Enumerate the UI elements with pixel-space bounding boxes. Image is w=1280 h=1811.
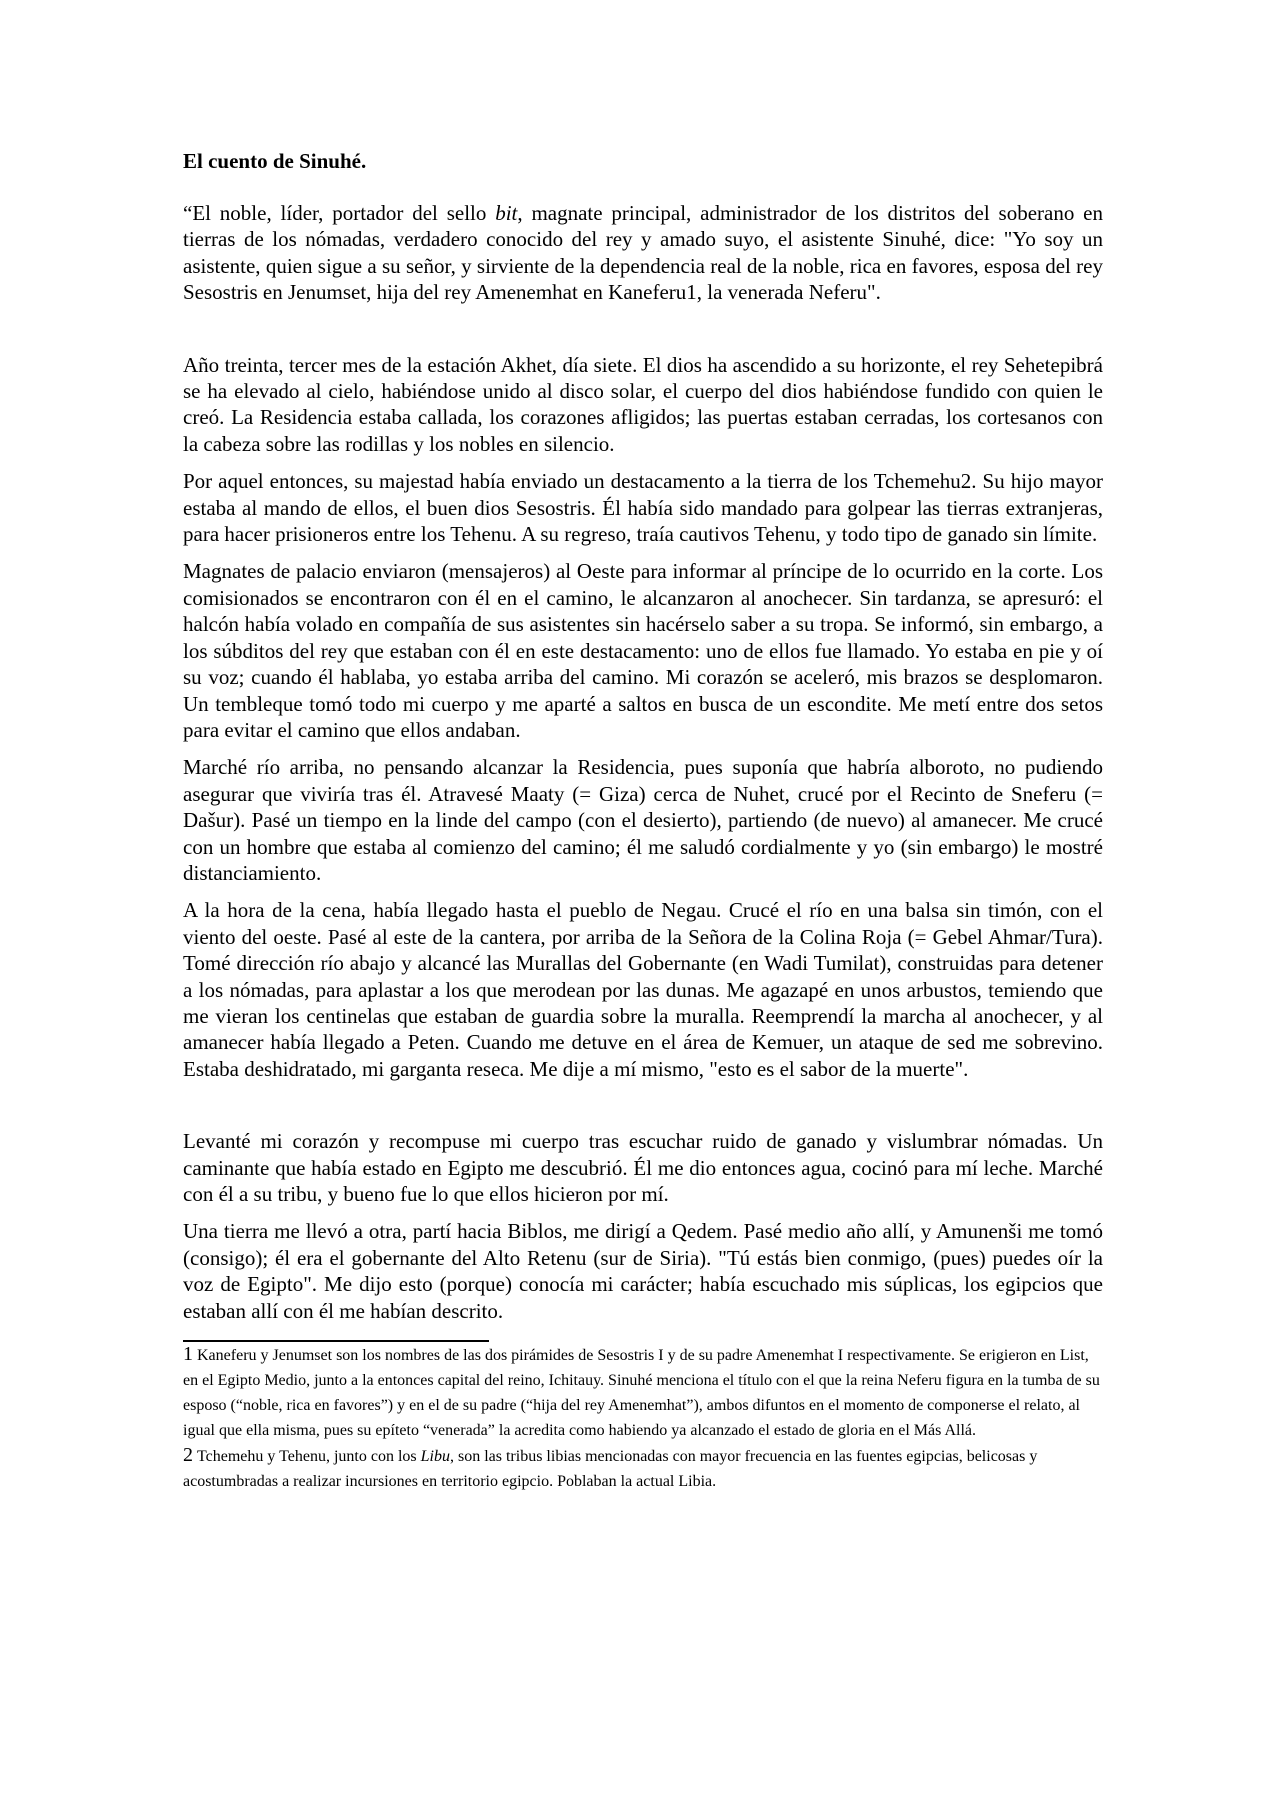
paragraph-intro-text-b: , magnate principal, administrador de los distritos del soberano en tierras de los nómadas, verdadero conocido del rey y amado suyo, el asistente Sinuhé, dice: "Yo soy un asistente, quien sigue a su señor, y sirviente de la dependencia real de la noble, rica en favores, esposa del rey Sesostris en Jenumset, hija del rey Amenemhat en Kaneferu <box>183 201 1103 305</box>
footnote-2-text-a: Tchemehu y Tehenu, junto con los <box>197 1448 421 1466</box>
paragraph-intro <box>183 200 1103 306</box>
footnotes-section <box>183 1340 1103 1494</box>
paragraph-6: A la hora de la cena, había llegado hasta el pueblo de Negau. Crucé el río en una balsa sin timón, con el viento del oeste. Pasé al este de la cantera, por arriba de la Señora de la Colina Roja (= Gebel Ahmar/Tura). Tomé dirección río abajo y alcancé las Murallas del Gobernante (en Wadi Tumilat), construidas para detener a los nómadas, para aplastar a los que merodean por las dunas. Me agazapé en unos arbustos, temiendo que me vieran los centinelas que estaban de guardia sobre la muralla. Reemprendí la marcha al anochecer, y al amanecer había llegado a Peten. Cuando me detuve en el área de Kemuer, un ataque de sed me sobrevino. Estaba deshidratado, mi garganta reseca. Me dije a mí mismo, "esto es el sabor de la muerte". <box>183 898 1103 1081</box>
footnote-2-number: 2 <box>183 1444 193 1467</box>
footnote-ref-1: 1 <box>686 280 697 305</box>
footnote-1 <box>183 1342 1103 1443</box>
body-text <box>183 200 1103 1324</box>
italic-libu: Libu <box>420 1448 450 1466</box>
paragraph-8: Una tierra me llevó a otra, partí hacia Biblos, me dirigí a Qedem. Pasé medio año allí, y Amunenši me tomó (consigo); él era el gobernante del Alto Retenu (sur de Siria). "Tú estás bien conmigo, (pues) puedes oír la voz de Egipto". Me dijo esto (porque) conocía mi carácter; había escuchado mis súplicas, los egipcios que estaban allí con él me habían descrito. <box>183 1219 1103 1323</box>
italic-bit: bit <box>495 201 518 225</box>
page-content <box>183 148 1103 1494</box>
paragraph-5: Marché río arriba, no pensando alcanzar la Residencia, pues suponía que habría alboroto, no pudiendo asegurar que viviría tras él. Atravesé Maaty (= Giza) cerca de Nuhet, crucé por el Recinto de Sneferu (= Dašur). Pasé un tiempo en la linde del campo (con el desierto), partiendo (de nuevo) al amanecer. Me crucé con un hombre que estaba al comienzo del camino; él me saludó cordialmente y yo (sin embargo) le mostré distanciamiento. <box>183 755 1103 885</box>
paragraph-3-text-a: Por aquel entonces, su majestad había enviado un destacamento a la tierra de los Tchemehu <box>183 469 961 494</box>
paragraph-2: Año treinta, tercer mes de la estación Akhet, día siete. El dios ha ascendido a su horizonte, el rey Sehetepibrá se ha elevado al cielo, habiéndose unido al disco solar, el cuerpo del dios habiéndose fundido con quien le creó. La Residencia estaba callada, los corazones afligidos; las puertas estaban cerradas, los cortesanos con la cabeza sobre las rodillas y los nobles en silencio. <box>183 352 1103 456</box>
paragraph-intro-text-a: “El noble, líder, portador del sello <box>183 201 496 225</box>
paragraph-intro-text-c: , la venerada Neferu". <box>696 280 881 305</box>
paragraph-7: Levanté mi corazón y recompuse mi cuerpo tras escuchar ruido de ganado y vislumbrar nómadas. Un caminante que había estado en Egipto me descubrió. Él me dio entonces agua, cocinó para mí leche. Marché con él a su tribu, y bueno fue lo que ellos hicieron por mí. <box>183 1129 1103 1206</box>
footnote-ref-2: 2 <box>960 469 972 494</box>
footnote-2 <box>183 1443 1103 1494</box>
footnote-2-text-b: , son las tribus libias mencionadas con mayor frecuencia en las fuentes egipcias, belicosas y acostumbradas a realizar incursiones en territorio egipcio. Poblaban la actual Libia. <box>183 1448 1038 1491</box>
paragraph-3 <box>183 468 1103 547</box>
paragraph-4: Magnates de palacio enviaron (mensajeros) al Oeste para informar al príncipe de lo ocurrido en la corte. Los comisionados se encontraron con él en el camino, le alcanzaron al anochecer. Sin tardanza, se apresuró: el halcón había volado en compañía de sus asistentes sin hacérselo saber a su tropa. Se informó, sin embargo, a los súbditos del rey que estaban con él en este destacamento: uno de ellos fue llamado. Yo estaba en pie y oí su voz; cuando él hablaba, yo estaba arriba del camino. Mi corazón se aceleró, mis brazos se desplomaron. Un tembleque tomó todo mi cuerpo y me aparté a saltos en busca de un escondite. Me metí entre dos setos para evitar el camino que ellos andaban. <box>183 559 1103 742</box>
footnote-1-number: 1 <box>183 1343 193 1366</box>
document-title: El cuento de Sinuhé. <box>183 149 367 173</box>
footnote-1-text: Kaneferu y Jenumset son los nombres de las dos pirámides de Sesostris I y de su padre Amenemhat I respectivamente. Se erigieron en List, en el Egipto Medio, junto a la entonces capital del reino, Ichitauy. Sinuhé menciona el título con el que la reina Neferu figura en la tumba de su esposo (“noble, rica en favores”) y en el de su padre (“hija del rey Amenemhat”), ambos difuntos en el momento de componerse el relato, al igual que ella misma, pues su epíteto “venerada” la acredita como habiendo ya alcanzado el estado de gloria en el Más Allá. <box>183 1347 1100 1440</box>
paragraph-3-text-b: . Su hijo mayor estaba al mando de ellos, el buen dios Sesostris. Él había sido mandado para golpear las tierras extranjeras, para hacer prisioneros entre los Tehenu. A su regreso, traía cautivos Tehenu, y todo tipo de ganado sin límite. <box>183 469 1104 547</box>
